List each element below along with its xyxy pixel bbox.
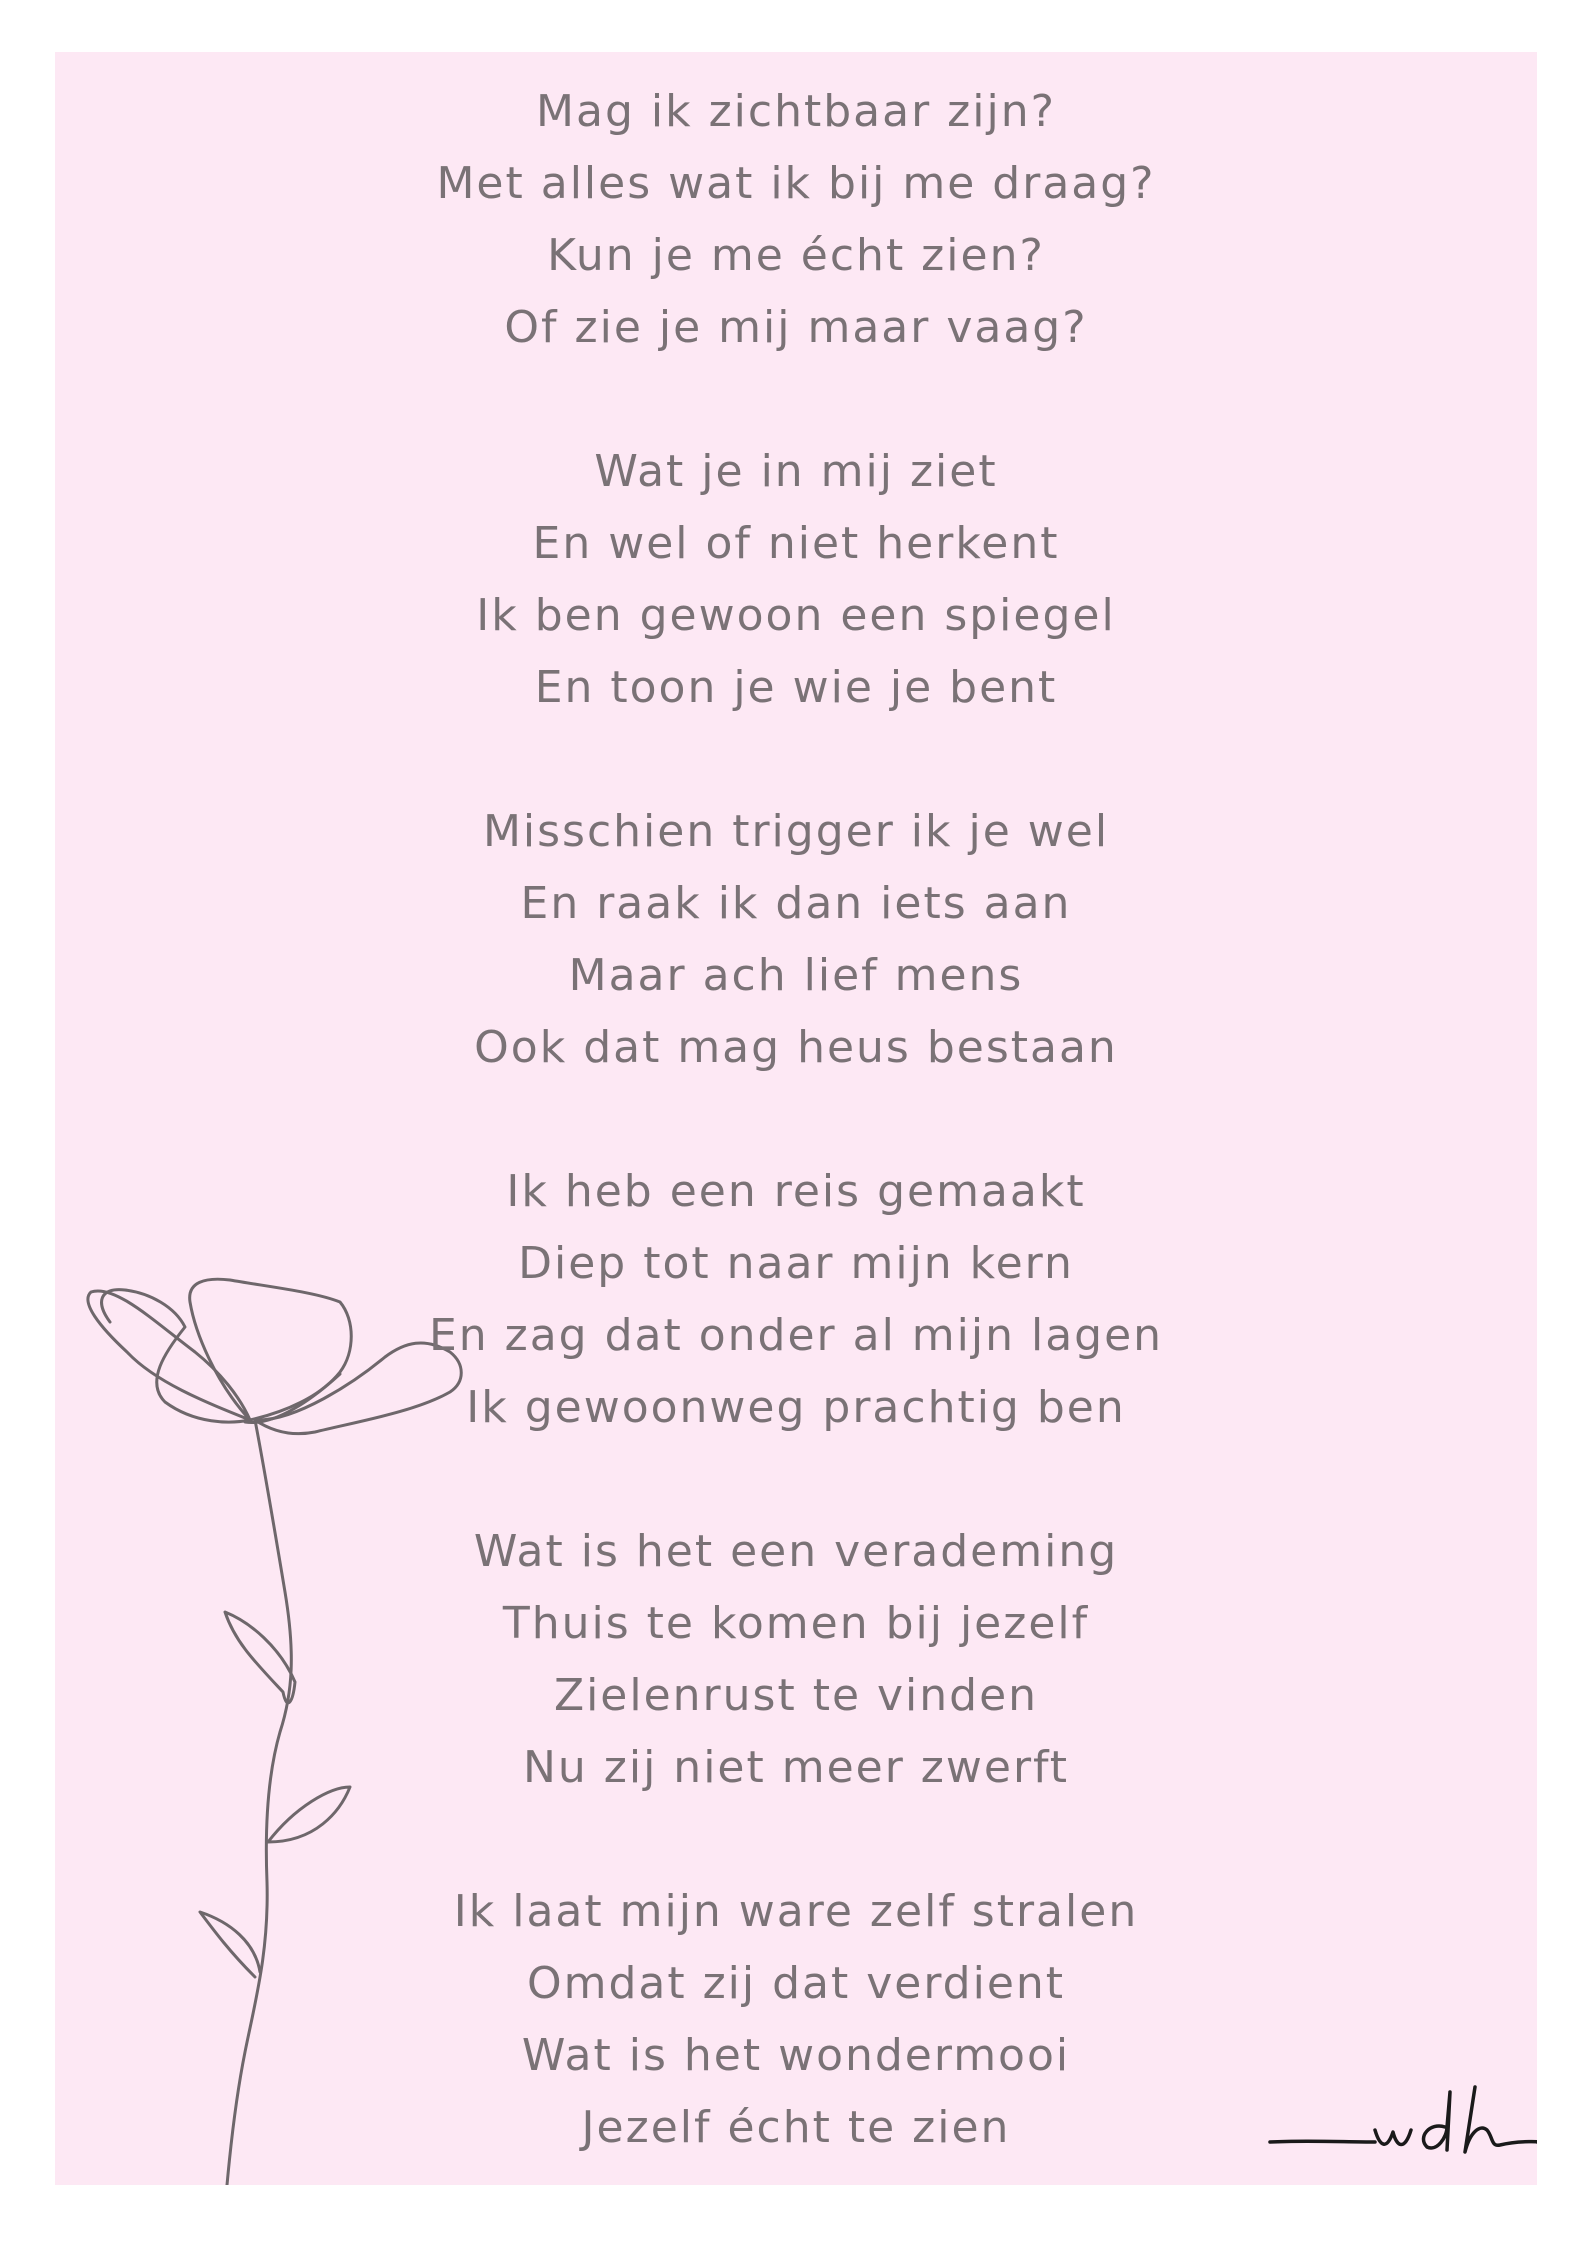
poem-line: Misschien trigger ik je wel bbox=[482, 806, 1110, 857]
poem-line: En zag dat onder al mijn lagen bbox=[428, 1310, 1164, 1361]
poem-line: Ik gewoonweg prachtig ben bbox=[466, 1382, 1126, 1433]
poem-line: Met alles wat ik bij me draag? bbox=[436, 158, 1156, 209]
poem-line: En wel of niet herkent bbox=[532, 518, 1060, 569]
poem-line: En toon je wie je bent bbox=[534, 662, 1058, 713]
poem-line: Wat is het een verademing bbox=[473, 1526, 1119, 1577]
poem-line: Thuis te komen bij jezelf bbox=[502, 1598, 1090, 1649]
poem-line: Mag ik zichtbaar zijn? bbox=[536, 86, 1056, 137]
poem-line: Ik laat mijn ware zelf stralen bbox=[453, 1886, 1139, 1937]
poem-line: Wat je in mij ziet bbox=[594, 446, 998, 497]
poem-line: Zielenrust te vinden bbox=[553, 1670, 1039, 1721]
poem-stanza-4 bbox=[55, 1156, 1537, 1444]
poem-line: En raak ik dan iets aan bbox=[520, 878, 1072, 929]
poem-line: Jezelf écht te zien bbox=[581, 2102, 1011, 2153]
poem-line: Diep tot naar mijn kern bbox=[518, 1238, 1074, 1289]
poem-line: Of zie je mij maar vaag? bbox=[504, 302, 1088, 353]
poem-stanza-2 bbox=[55, 436, 1537, 724]
poem-line: Nu zij niet meer zwerft bbox=[522, 1742, 1070, 1793]
poem-poster bbox=[55, 52, 1537, 2185]
poem bbox=[55, 76, 1537, 2236]
poem-line: Kun je me écht zien? bbox=[547, 230, 1045, 281]
poem-stanza-3 bbox=[55, 796, 1537, 1084]
poem-line: Ik heb een reis gemaakt bbox=[506, 1166, 1086, 1217]
poem-stanza-6 bbox=[55, 1876, 1537, 2164]
poem-stanza-5 bbox=[55, 1516, 1537, 1804]
poem-stanza-1 bbox=[55, 76, 1537, 364]
poem-line: Wat is het wondermooi bbox=[521, 2030, 1071, 2081]
poem-line: Ik ben gewoon een spiegel bbox=[476, 590, 1116, 641]
poem-line: Omdat zij dat verdient bbox=[526, 1958, 1066, 2009]
poem-line: Maar ach lief mens bbox=[568, 950, 1024, 1001]
poem-line: Ook dat mag heus bestaan bbox=[474, 1022, 1118, 1073]
